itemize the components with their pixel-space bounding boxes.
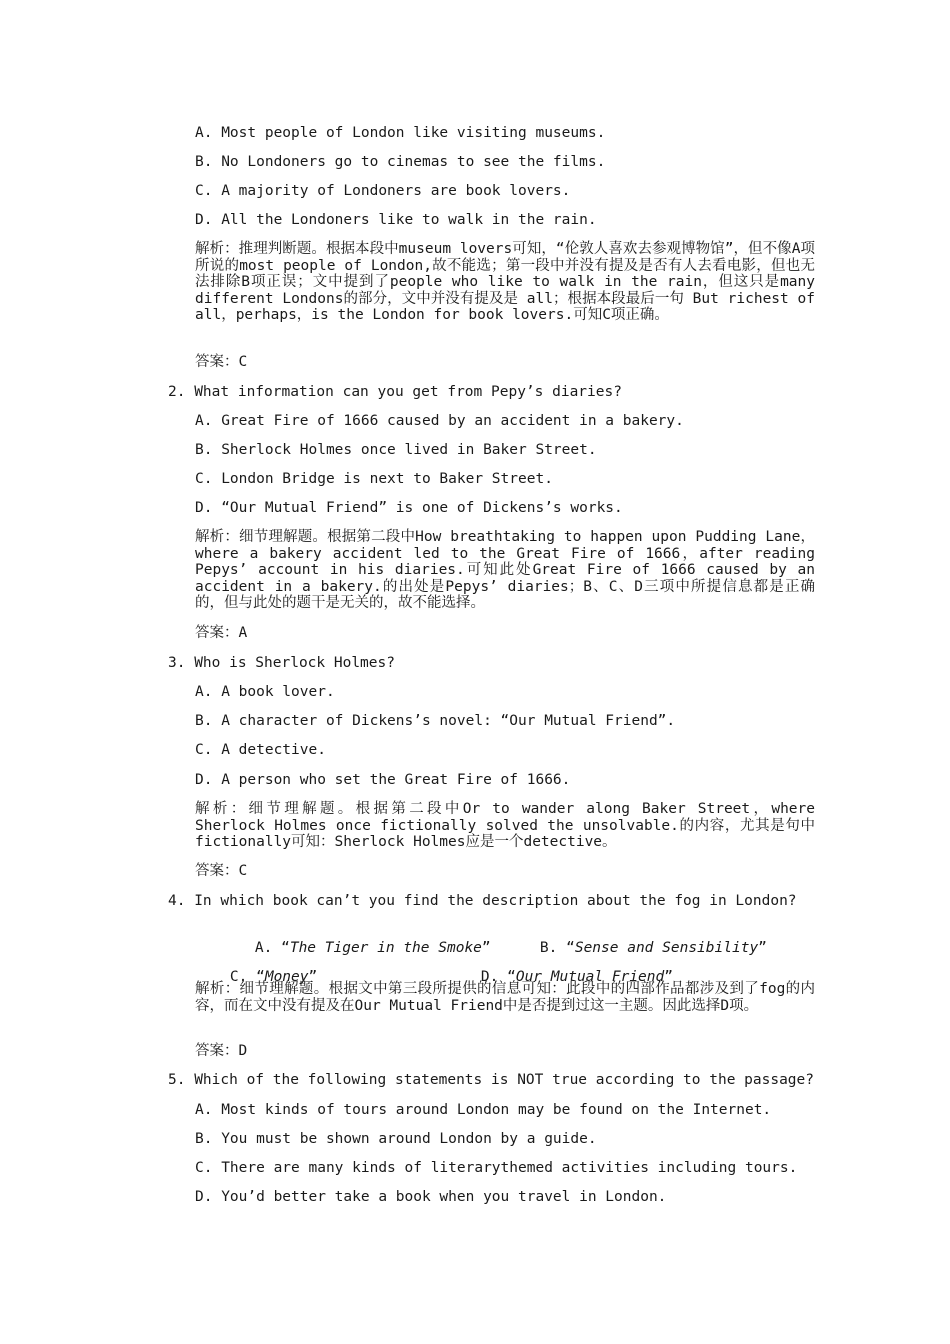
q5-option-a: A. Most kinds of tours around London may be found on the Internet.: [195, 1102, 772, 1118]
q5-option-b: B. You must be shown around London by a guide.: [195, 1131, 597, 1147]
q4-option-a-label: A. “: [254, 940, 290, 956]
q3-question: 3. Who is Sherlock Holmes?: [168, 655, 395, 671]
q2-answer: 答案：A: [195, 625, 248, 641]
q4-option-b-close: ”: [758, 940, 767, 956]
q2-option-a: A. Great Fire of 1666 caused by an accident in a bakery.: [195, 413, 684, 429]
q4-option-d-label: D. “: [480, 969, 516, 985]
q2-option-b: B. Sherlock Holmes once lived in Baker Street.: [195, 442, 597, 458]
q4-option-c-label: C. “: [229, 969, 265, 985]
q3-option-a: A. A book lover.: [195, 684, 335, 700]
q1-option-c: C. A majority of Londoners are book lovers.: [195, 183, 571, 199]
q4-option-c-close: ”: [308, 969, 318, 985]
q1-explanation: 解析：推理判断题。根据本段中museum lovers可知，“伦敦人喜欢去参观博物馆”，但不像A项所说的most people of London,故不能选；第一段中并没有提及是否有人去看电影，但也无法排除B项正误；文中提到了people who like to walk in the rain，但这只是many different Londons的部分，文中并没有提及是 all；根据本段最后一句 But richest of all，perhaps，is the London for book lovers.可知C项正确。: [195, 241, 815, 324]
q4-option-c-title: Money: [264, 969, 309, 985]
q2-question: 2. What information can you get from Pepy’s diaries?: [168, 384, 622, 400]
q4-question: 4. In which book can’t you find the description about the fog in London?: [168, 893, 797, 909]
q1-option-a: A. Most people of London like visiting museums.: [195, 125, 606, 141]
q3-option-c: C. A detective.: [195, 742, 326, 758]
q3-explanation: 解析：细节理解题。根据第二段中Or to wander along Baker Street，where Sherlock Holmes once fictionally solved the unsolvable.的内容，尤其是句中fictionally可知：Sherlock Holmes应是一个detective。: [195, 801, 815, 851]
q1-option-d: D. All the Londoners like to walk in the rain.: [195, 212, 597, 228]
q1-option-b: B. No Londoners go to cinemas to see the films.: [195, 154, 606, 170]
q3-option-d: D. A person who set the Great Fire of 1666.: [195, 772, 571, 788]
q4-explanation: 解析：细节理解题。根据文中第三段所提供的信息可知：此段中的四部作品都涉及到了fog的内容，而在文中没有提及在Our Mutual Friend中是否提到过这一主题。因此选择D项。: [195, 981, 815, 1014]
q2-option-d: D. “Our Mutual Friend” is one of Dickens’s works.: [195, 500, 623, 516]
q5-option-c: C. There are many kinds of literarythemed activities including tours.: [195, 1160, 798, 1176]
q2-explanation: 解析：细节理解题。根据第二段中How breathtaking to happen upon Pudding Lane，where a bakery accident led to the Great Fire of 1666，after reading Pepys’ account in his diaries.可知此处Great Fire of 1666 caused by an accident in a bakery.的出处是Pepys’ diaries；B、C、D三项中所提信息都是正确的，但与此处的题干是无关的，故不能选择。: [195, 529, 815, 612]
q1-answer: 答案：C: [195, 354, 248, 370]
q4-option-d-title: Our Mutual Friend: [515, 969, 665, 985]
q3-option-b: B. A character of Dickens’s novel: “Our Mutual Friend”.: [195, 713, 676, 729]
q3-answer: 答案：C: [195, 863, 248, 879]
q4-answer: 答案：D: [195, 1043, 248, 1059]
q4-option-a-close: ”: [481, 940, 491, 956]
q2-option-c: C. London Bridge is next to Baker Street.: [195, 471, 553, 487]
q4-option-d-close: ”: [664, 969, 673, 985]
q5-option-d: D. You’d better take a book when you travel in London.: [195, 1189, 667, 1205]
q4-option-b-title: Sense and Sensibility: [574, 940, 759, 956]
q4-option-b-label: B. “: [539, 940, 575, 956]
q5-question: 5. Which of the following statements is NOT true according to the passage?: [168, 1072, 815, 1088]
q4-option-a-title: The Tiger in the Smoke: [289, 940, 482, 956]
